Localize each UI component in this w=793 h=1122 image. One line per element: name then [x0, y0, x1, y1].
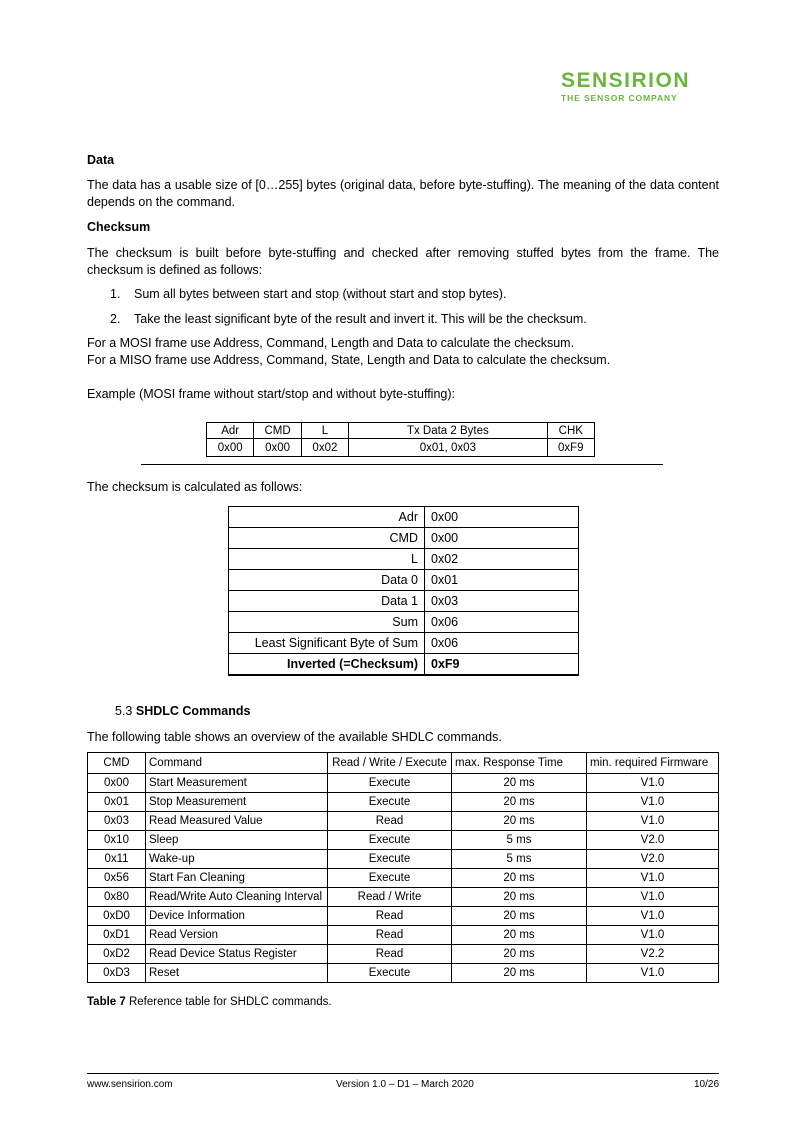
table-cell: Read: [328, 945, 452, 964]
table-cell: 20 ms: [452, 888, 587, 907]
table-cell: 0x03: [88, 812, 146, 831]
table-cell: V1.0: [587, 888, 719, 907]
miso-line: For a MISO frame use Address, Command, State, Length and Data to calculate the checksum.: [87, 353, 611, 367]
calc-label: CMD: [229, 528, 425, 549]
table-header-cell: Tx Data 2 Bytes: [349, 423, 548, 439]
table-cell: Read / Write: [328, 888, 452, 907]
table-cell: 20 ms: [452, 964, 587, 983]
table-header-cell: CHK: [547, 423, 594, 439]
step-text: Take the least significant byte of the result and invert it. This will be the checksum.: [134, 312, 587, 326]
table-cell: V1.0: [587, 793, 719, 812]
step-text: Sum all bytes between start and stop (without start and stop bytes).: [134, 287, 507, 301]
table-header-cell: Command: [146, 753, 328, 774]
table-cell: Execute: [328, 869, 452, 888]
table-cell: 20 ms: [452, 907, 587, 926]
table-cell: Read: [328, 926, 452, 945]
company-logo: SENSIRION: [561, 69, 691, 92]
calc-label: Least Significant Byte of Sum: [229, 633, 425, 654]
table-header-cell: CMD: [88, 753, 146, 774]
table-cell: 5 ms: [452, 850, 587, 869]
table-cell: 0xF9: [547, 439, 594, 457]
table-cell: 0x10: [88, 831, 146, 850]
table-cell: Read Version: [146, 926, 328, 945]
footer-version: Version 1.0 – D1 – March 2020: [336, 1079, 474, 1090]
table-cell: Start Measurement: [146, 774, 328, 793]
table-header-cell: Adr: [207, 423, 254, 439]
table-header-cell: L: [301, 423, 348, 439]
calc-intro: The checksum is calculated as follows:: [87, 480, 303, 494]
table-cell: Start Fan Cleaning: [146, 869, 328, 888]
table-row: [88, 945, 719, 964]
footer-divider: [87, 1073, 719, 1074]
calc-value: 0x00: [425, 507, 579, 528]
table-row: [88, 831, 719, 850]
table-header-cell: min. required Firmware: [587, 753, 719, 774]
checksum-paragraph: The checksum is built before byte-stuffing and checked after removing stuffed bytes from the frame. The checksum is defined as follows:: [87, 246, 719, 277]
calc-value: 0x03: [425, 591, 579, 612]
table-row: [229, 549, 579, 570]
table-cell: Read: [328, 812, 452, 831]
table-cell: 0x02: [301, 439, 348, 457]
calc-value: 0x01: [425, 570, 579, 591]
table-cell: Execute: [328, 774, 452, 793]
table-cell: V2.2: [587, 945, 719, 964]
table-cell: 0xD2: [88, 945, 146, 964]
table-cell: 0x01, 0x03: [349, 439, 548, 457]
shdlc-commands-table: [87, 752, 719, 983]
table-row: [88, 850, 719, 869]
calc-label: Adr: [229, 507, 425, 528]
table-cell: 0x56: [88, 869, 146, 888]
footer-website-link[interactable]: www.sensirion.com: [87, 1079, 173, 1090]
calc-label: L: [229, 549, 425, 570]
example-underline: [141, 464, 663, 465]
table-cell: Read: [328, 907, 452, 926]
table-caption: [87, 996, 332, 1008]
table-cell: V1.0: [587, 964, 719, 983]
table-row: [229, 570, 579, 591]
checksum-calc-table: [228, 506, 579, 676]
table-row: [88, 793, 719, 812]
table-cell: 20 ms: [452, 926, 587, 945]
table-cell: Execute: [328, 793, 452, 812]
table-cell: 0xD0: [88, 907, 146, 926]
table-header-cell: Read / Write / Execute: [328, 753, 452, 774]
calc-value: 0x06: [425, 612, 579, 633]
calc-label: Data 0: [229, 570, 425, 591]
footer-page-number: 10/26: [694, 1079, 720, 1090]
table-cell: 20 ms: [452, 793, 587, 812]
section-number: 5.3: [115, 704, 133, 718]
table-cell: 0x00: [88, 774, 146, 793]
table-cell: 5 ms: [452, 831, 587, 850]
data-paragraph: The data has a usable size of [0…255] bytes (original data, before byte-stuffing). The meaning of the data content depends on the command.: [87, 178, 719, 209]
table-cell: Wake-up: [146, 850, 328, 869]
table-row: [88, 869, 719, 888]
table-row: [88, 964, 719, 983]
example-frame-table: [206, 422, 595, 457]
table-row: [229, 654, 579, 676]
data-heading: Data: [87, 153, 115, 167]
table-cell: Execute: [328, 964, 452, 983]
caption-label: Table 7: [87, 996, 126, 1008]
mosi-line: For a MOSI frame use Address, Command, Length and Data to calculate the checksum.: [87, 336, 575, 350]
table-header-cell: CMD: [254, 423, 301, 439]
table-cell: V1.0: [587, 926, 719, 945]
table-cell: Sleep: [146, 831, 328, 850]
table-cell: V1.0: [587, 907, 719, 926]
table-row: [88, 812, 719, 831]
example-intro: Example (MOSI frame without start/stop and without byte-stuffing):: [87, 387, 455, 401]
table-cell: 0x80: [88, 888, 146, 907]
calc-label: Sum: [229, 612, 425, 633]
table-row: [88, 926, 719, 945]
table-cell: Read/Write Auto Cleaning Interval: [146, 888, 328, 907]
table-row: [229, 591, 579, 612]
table-row: [229, 507, 579, 528]
table-cell: Device Information: [146, 907, 328, 926]
table-cell: 20 ms: [452, 774, 587, 793]
table-row: [207, 439, 595, 457]
table-cell: Read Measured Value: [146, 812, 328, 831]
table-header-row: [207, 423, 595, 439]
calc-label: Inverted (=Checksum): [229, 654, 425, 676]
table-cell: Execute: [328, 831, 452, 850]
table-cell: V1.0: [587, 774, 719, 793]
step-number: 1.: [110, 287, 121, 301]
table-cell: V1.0: [587, 812, 719, 831]
table-row: [88, 888, 719, 907]
calc-value: 0xF9: [425, 654, 579, 676]
table-row: [88, 907, 719, 926]
calc-label: Data 1: [229, 591, 425, 612]
calc-value: 0x06: [425, 633, 579, 654]
calc-value: 0x00: [425, 528, 579, 549]
calc-value: 0x02: [425, 549, 579, 570]
table-cell: 0xD1: [88, 926, 146, 945]
table-row: [229, 633, 579, 654]
table-header-cell: max. Response Time: [452, 753, 587, 774]
table-cell: 0x00: [254, 439, 301, 457]
table-cell: 0x00: [207, 439, 254, 457]
step-number: 2.: [110, 312, 121, 326]
table-cell: 20 ms: [452, 945, 587, 964]
table-cell: 0x11: [88, 850, 146, 869]
checksum-heading: Checksum: [87, 220, 151, 234]
table-cell: Read Device Status Register: [146, 945, 328, 964]
caption-text: Reference table for SHDLC commands.: [125, 996, 332, 1008]
table-cell: V2.0: [587, 850, 719, 869]
table-row: [229, 612, 579, 633]
table-cell: Reset: [146, 964, 328, 983]
table-cell: 20 ms: [452, 869, 587, 888]
company-tagline: THE SENSOR COMPANY: [561, 93, 678, 103]
table-cell: V2.0: [587, 831, 719, 850]
table-cell: 0xD3: [88, 964, 146, 983]
table-cell: 20 ms: [452, 812, 587, 831]
table-header-row: [88, 753, 719, 774]
table-cell: Stop Measurement: [146, 793, 328, 812]
section-heading: [115, 704, 250, 718]
table-cell: V1.0: [587, 869, 719, 888]
table-row: [229, 528, 579, 549]
table-cell: 0x01: [88, 793, 146, 812]
table-row: [88, 774, 719, 793]
table-cell: Execute: [328, 850, 452, 869]
section-title: SHDLC Commands: [135, 704, 251, 718]
shdlc-intro: The following table shows an overview of the available SHDLC commands.: [87, 730, 502, 744]
